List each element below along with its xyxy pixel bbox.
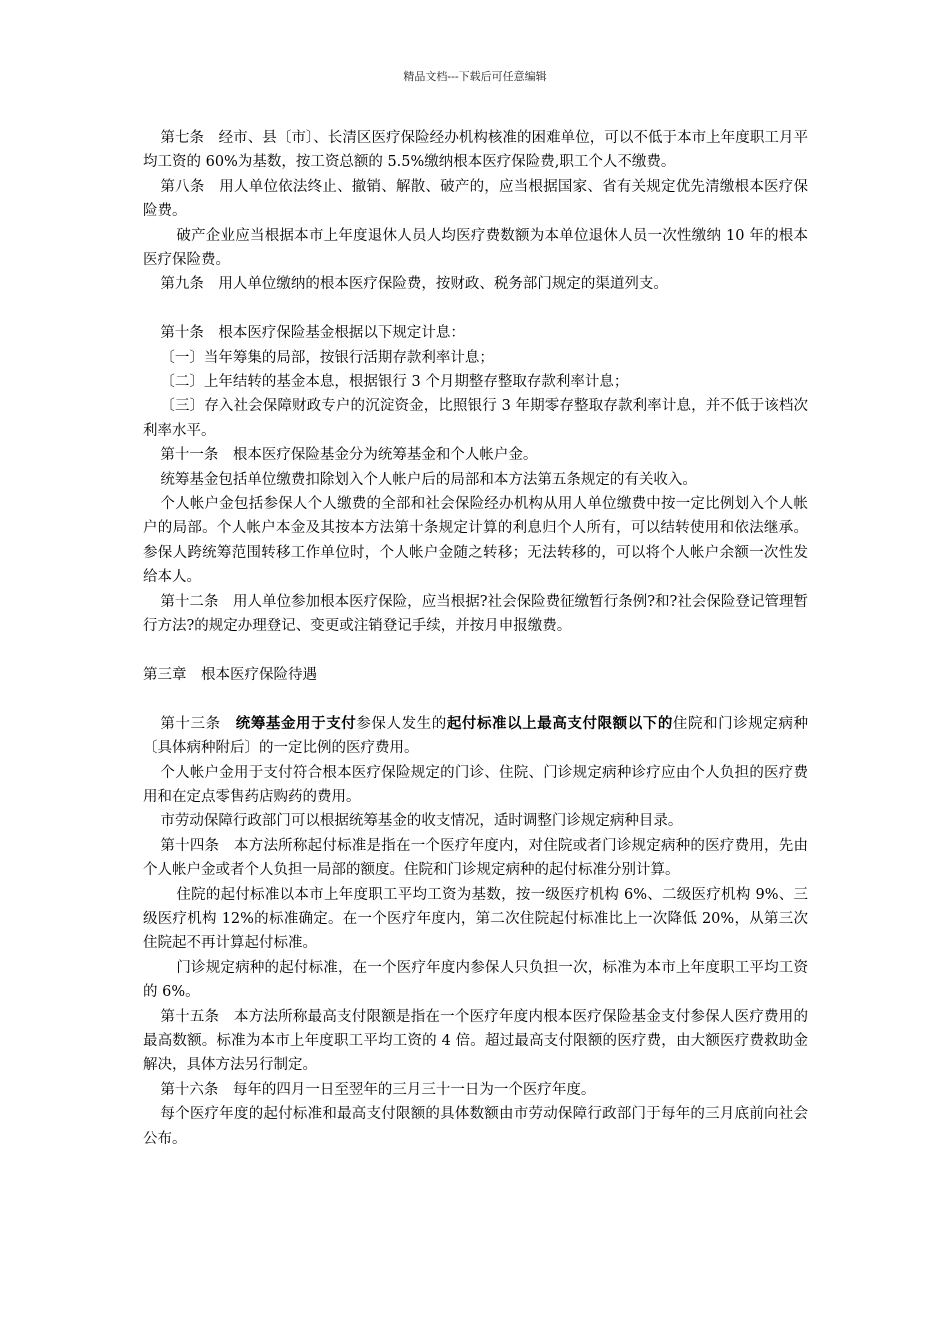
chapter-heading: 第三章 根本医疗保险待遇: [143, 666, 317, 683]
paragraph-outpatient-threshold: 门诊规定病种的起付标准，在一个医疗年度内参保人只负担一次，标准为本市上年度职工平均工资的 6%。: [143, 959, 808, 1001]
paragraph-article-13: [143, 712, 808, 761]
page-header: 精品文档---下载后可任意编辑: [403, 70, 547, 83]
article-13-label: 第十三条: [160, 715, 236, 732]
paragraph-article-15: 第十五条 本方法所称最高支付限额是指在一个医疗年度内根本医疗保险基金支付参保人医疗费用的最高数额。标准为本市上年度职工平均工资的 4 倍。超过最高支付限额的医疗费，由大额医疗费救助金解决，具体方法另行制定。: [143, 1008, 808, 1074]
paragraph-account-usage: 个人帐户金用于支付符合根本医疗保险规定的门诊、住院、门诊规定病种诊疗应由个人负担的医疗费用和在定点零售药店购药的费用。: [143, 764, 808, 805]
article-13-text-2: 住院和门诊规定病种〔具体病种附后〕的一定比例的医疗费用。: [143, 715, 809, 757]
paragraph-item-1: 〔一〕当年筹集的局部，按银行活期存款利率计息；: [160, 349, 494, 366]
paragraph-article-14: 第十四条 本方法所称起付标准是指在一个医疗年度内，对住院或者门诊规定病种的医疗费用，先由个人帐户金或者个人负担一局部的额度。住院和门诊规定病种的起付标准分别计算。: [143, 837, 808, 879]
paragraph-article-16: 第十六条 每年的四月一日至翌年的三月三十一日为一个医疗年度。: [160, 1081, 596, 1098]
paragraph-personal-account: 个人帐户金包括参保人个人缴费的全部和社会保险经办机构从用人单位缴费中按一定比例划入个人帐户的局部。个人帐户本金及其按本方法第十条规定计算的利息归个人所有，可以结转使用和依法继承。参保人跨统筹范围转移工作单位时，个人帐户金随之转移；无法转移的，可以将个人帐户余额一次性发给本人。: [143, 496, 808, 586]
article-13-text-1: 参保人发生的: [356, 715, 447, 732]
paragraph-catalog-adjust: 市劳动保障行政部门可以根据统筹基金的收支情况，适时调整门诊规定病种目录。: [160, 813, 683, 830]
paragraph-bankruptcy: 破产企业应当根据本市上年度退休人员人均医疗费数额为本单位退休人员一次性缴纳 10 年的根本医疗保险费。: [143, 227, 808, 269]
paragraph-article-7: 第七条 经市、县〔市〕、长清区医疗保险经办机构核准的困难单位，可以不低于本市上年度职工月平均工资的 60%为基数，按工资总额的 5.5%缴纳根本医疗保险费,职工个人不缴费。: [143, 130, 808, 171]
paragraph-pooling-fund: 统筹基金包括单位缴费扣除划入个人帐户后的局部和本方法第五条规定的有关收入。: [160, 471, 697, 488]
paragraph-article-10: 第十条 根本医疗保险基金根据以下规定计息：: [160, 325, 465, 342]
paragraph-annual-publication: 每个医疗年度的起付标准和最高支付限额的具体数额由市劳动保障行政部门于每年的三月底前向社会公布。: [143, 1106, 808, 1147]
paragraph-article-9: 第九条 用人单位缴纳的根本医疗保险费，按财政、税务部门规定的渠道列支。: [160, 276, 668, 293]
article-13-bold-1: 统筹基金用于支付: [235, 714, 357, 732]
paragraph-article-11: 第十一条 根本医疗保险基金分为统筹基金和个人帐户金。: [160, 447, 538, 464]
paragraph-article-12: 第十二条 用人单位参加根本医疗保险，应当根据?社会保险费征缴暂行条例?和?社会保险登记管理暂行方法?的规定办理登记、变更或注销登记手续，并按月申报缴费。: [143, 593, 808, 635]
paragraph-inpatient-threshold: 住院的起付标准以本市上年度职工平均工资为基数，按一级医疗机构 6%、二级医疗机构 9%、三级医疗机构 12%的标准确定。在一个医疗年度内，第二次住院起付标准比上一次降低 20%，从第三次住院起不再计算起付标准。: [143, 886, 808, 952]
document-body: [143, 126, 808, 1151]
paragraph-article-8: 第八条 用人单位依法终止、撤销、解散、破产的，应当根据国家、省有关规定优先清缴根本医疗保险费。: [143, 178, 808, 220]
paragraph-item-2: 〔二〕上年结转的基金本息，根据银行 3 个月期整存整取存款利率计息；: [160, 374, 629, 391]
paragraph-item-3: 〔三〕存入社会保障财政专户的沉淀资金，比照银行 3 年期零存整取存款利率计息，并不低于该档次利率水平。: [143, 398, 808, 439]
article-13-bold-2: 起付标准以上最高支付限额以下的: [446, 714, 673, 732]
